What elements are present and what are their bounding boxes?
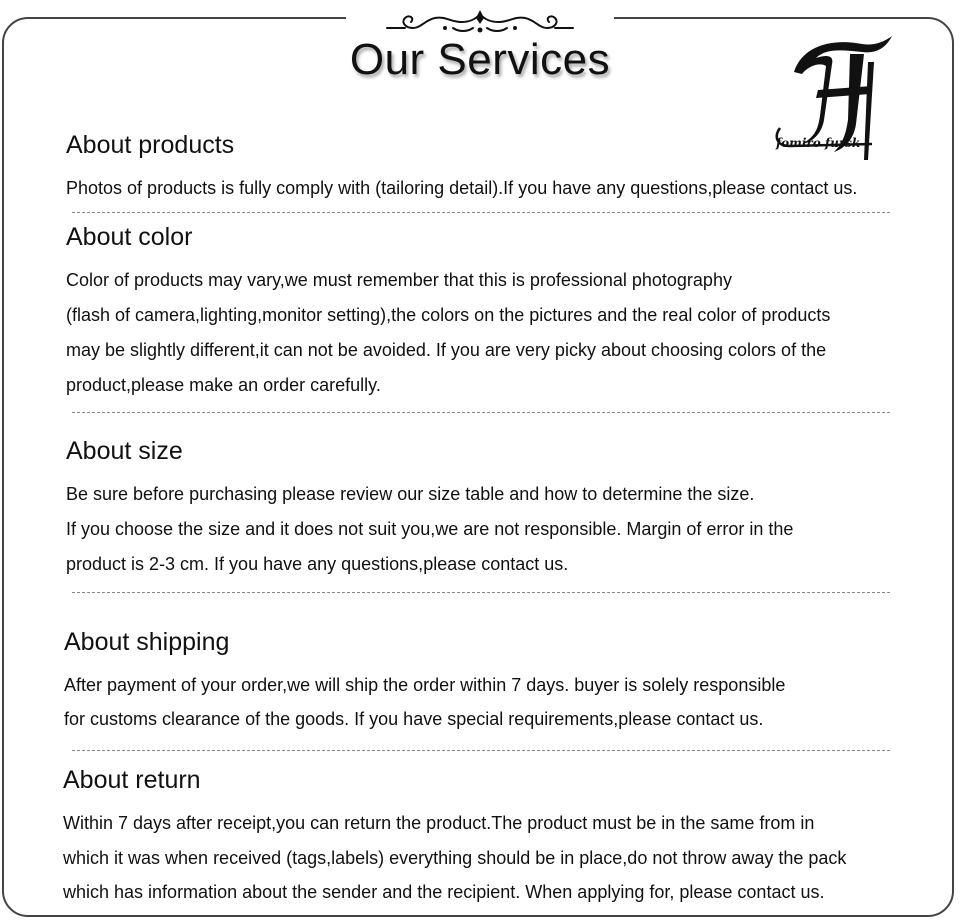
divider xyxy=(72,750,890,751)
section-text-line: If you choose the size and it does not suit you,we are not responsible. Margin of error in the xyxy=(66,519,794,539)
divider xyxy=(72,592,890,593)
section-text-line: which it was when received (tags,labels) everything should be in place,do not throw away the pack xyxy=(63,848,847,868)
section-heading: About shipping xyxy=(64,628,230,656)
section-text-line: product,please make an order carefully. xyxy=(66,375,381,395)
section-heading: About size xyxy=(66,437,183,465)
ornament-icon xyxy=(385,8,575,36)
section-text-line: Within 7 days after receipt,you can return the product.The product must be in the same from in xyxy=(63,813,815,833)
section-text-line: Photos of products is fully comply with (tailoring detail).If you have any questions,please contact us. xyxy=(66,178,858,198)
page-title: Our Services xyxy=(349,35,611,84)
divider xyxy=(72,212,890,213)
section-text-line: After payment of your order,we will ship the order within 7 days. buyer is solely responsible xyxy=(64,675,786,695)
section-text-line: which has information about the sender and the recipient. When applying for, please contact us. xyxy=(63,882,825,902)
section-text-line: product is 2-3 cm. If you have any questions,please contact us. xyxy=(66,554,569,574)
section-text-line: Color of products may vary,we must remember that this is professional photography xyxy=(66,270,732,290)
section-heading: About products xyxy=(66,131,235,159)
divider xyxy=(72,412,890,413)
section-text-line: (flash of camera,lighting,monitor setting),the colors on the pictures and the real color of products xyxy=(66,305,831,325)
section-heading: About return xyxy=(63,766,201,794)
section-text-line: Be sure before purchasing please review our size table and how to determine the size. xyxy=(66,484,755,504)
section-text-line: may be slightly different,it can not be avoided. If you are very picky about choosing colors of the xyxy=(66,340,827,360)
section-heading: About color xyxy=(66,223,193,251)
section-text-line: for customs clearance of the goods. If you have special requirements,please contact us. xyxy=(64,709,764,729)
brand-logo-text: fomiro fursk xyxy=(776,136,861,150)
